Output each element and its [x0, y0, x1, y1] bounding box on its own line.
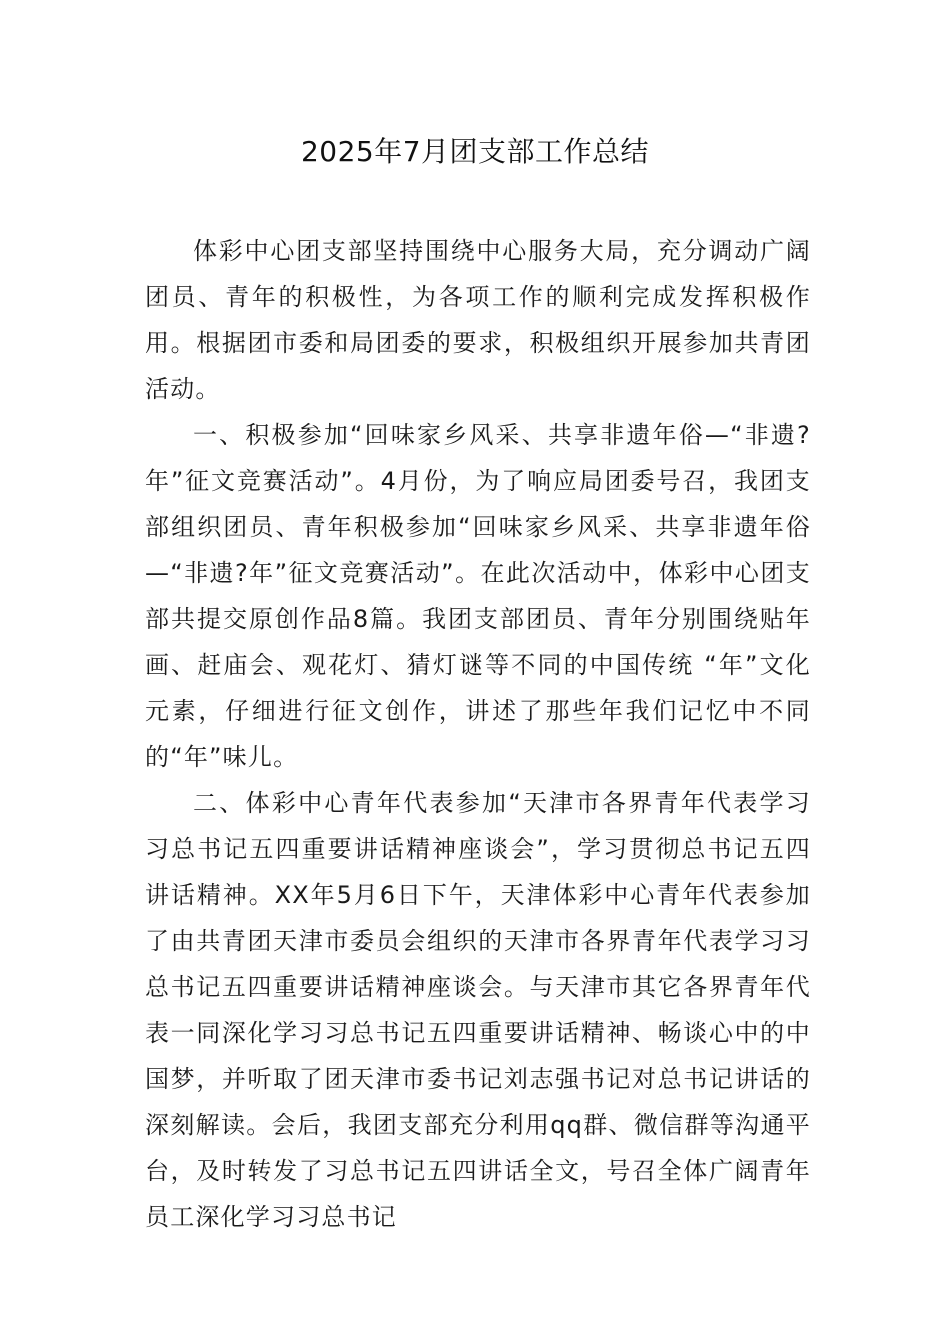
paragraph-section-2: 二、体彩中心青年代表参加“天津市各界青年代表学习习总书记五四重要讲话精神座谈会”，学习贯彻总书记五四讲话精神。XX年5月6日下午，天津体彩中心青年代表参加了由共青团天津市委员会组织的天津市各界青年代表学习习总书记五四重要讲话精神座谈会。与天津市其它各界青年代表一同深化学习习总书记五四重要讲话精神、畅谈心中的中国梦，并听取了团天津市委书记刘志强书记对总书记讲话的深刻解读。会后，我团支部充分利用qq群、微信群等沟通平台，及时转发了习总书记五四讲话全文，号召全体广阔青年员工深化学习习总书记: [145, 789, 811, 1231]
paragraph-intro: 体彩中心团支部坚持围绕中心服务大局，充分调动广阔团员、青年的积极性，为各项工作的顺利完成发挥积极作用。根据团市委和局团委的要求，积极组织开展参加共青团活动。: [145, 237, 811, 403]
paragraph-section-1: 一、积极参加“回味家乡风采、共享非遗年俗—“非遗?年”征文竞赛活动”。4月份，为了响应局团委号召，我团支部组织团员、青年积极参加“回味家乡风采、共享非遗年俗—“非遗?年”征文竞赛活动”。在此次活动中，体彩中心团支部共提交原创作品8篇。我团支部团员、青年分别围绕贴年画、赶庙会、观花灯、猜灯谜等不同的中国传统 “年”文化元素，仔细进行征文创作，讲述了那些年我们记忆中不同的“年”味儿。: [145, 421, 811, 771]
document-body: [145, 228, 811, 1240]
document-title: 2025年7月团支部工作总结: [300, 135, 650, 168]
